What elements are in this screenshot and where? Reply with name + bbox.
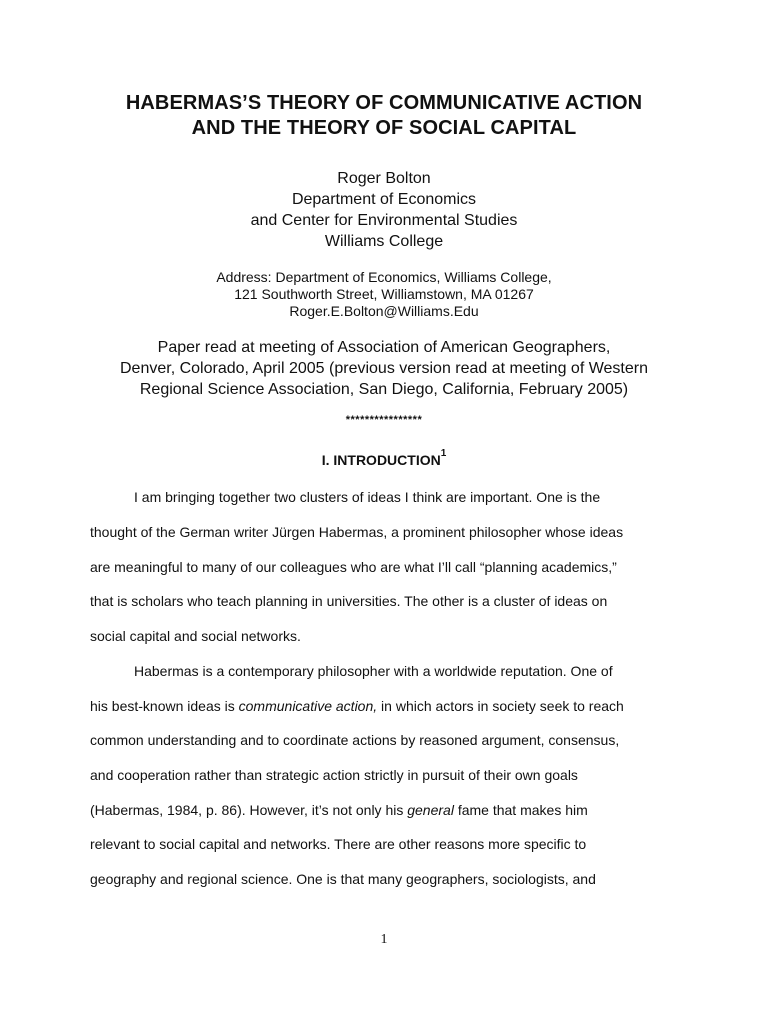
presentation-note [40, 337, 728, 400]
body-line: social capital and social networks. [90, 628, 301, 644]
body-line [90, 801, 588, 819]
section-heading-text: I. INTRODUCTION [321, 452, 441, 468]
body-text: in which actors in society seek to reach [377, 698, 624, 714]
title-line-2: AND THE THEORY OF SOCIAL CAPITAL [191, 117, 577, 139]
emphasis-text: general [407, 802, 454, 818]
body-line: thought of the German writer Jürgen Habermas, a prominent philosopher whose ideas [90, 524, 624, 540]
author-email: Roger.E.Bolton@Williams.Edu [289, 303, 479, 319]
body-line: Habermas is a contemporary philosopher with a worldwide reputation. One of [134, 663, 613, 679]
address-line-2: 121 Southworth Street, Williamstown, MA 01267 [234, 286, 534, 302]
body-line: that is scholars who teach planning in universities. The other is a cluster of ideas on [90, 593, 608, 609]
author-block [40, 168, 728, 252]
body-text: fame that makes him [453, 802, 588, 818]
author-name: Roger Bolton [337, 170, 431, 187]
body-line: geography and regional science. One is that many geographers, sociologists, and [90, 871, 596, 887]
emphasis-text: communicative action, [238, 698, 378, 714]
body-line: I am bringing together two clusters of ideas I think are important. One is the [134, 489, 601, 505]
author-college: Williams College [324, 233, 444, 250]
author-center: and Center for Environmental Studies [250, 212, 518, 229]
body-line [90, 697, 624, 715]
note-line-3: Regional Science Association, San Diego, California, February 2005) [139, 381, 629, 398]
page-number: 1 [380, 932, 388, 947]
body-line: common understanding and to coordinate actions by reasoned argument, consensus, [90, 732, 620, 748]
separator: **************** [345, 414, 423, 426]
footnote-marker: 1 [440, 448, 447, 459]
author-department: Department of Economics [291, 191, 477, 208]
title-line-1: HABERMAS’S THEORY OF COMMUNICATIVE ACTION [125, 92, 643, 114]
note-line-2: Denver, Colorado, April 2005 (previous version read at meeting of Western [120, 360, 648, 377]
body-line: and cooperation rather than strategic action strictly in pursuit of their own goals [90, 767, 578, 783]
body-text: (Habermas, 1984, p. 86). However, it’s not only his [90, 802, 408, 818]
body-line: are meaningful to many of our colleagues who are what I’ll call “planning academics,” [90, 559, 617, 575]
address-block [40, 269, 728, 320]
section-heading [40, 448, 728, 468]
paper-title [40, 91, 728, 141]
note-line-1: Paper read at meeting of Association of American Geographers, [157, 339, 611, 356]
body-line: relevant to social capital and networks. There are other reasons more specific to [90, 836, 587, 852]
address-line-1: Address: Department of Economics, Williams College, [216, 269, 552, 285]
body-text: his best-known ideas is [90, 698, 239, 714]
